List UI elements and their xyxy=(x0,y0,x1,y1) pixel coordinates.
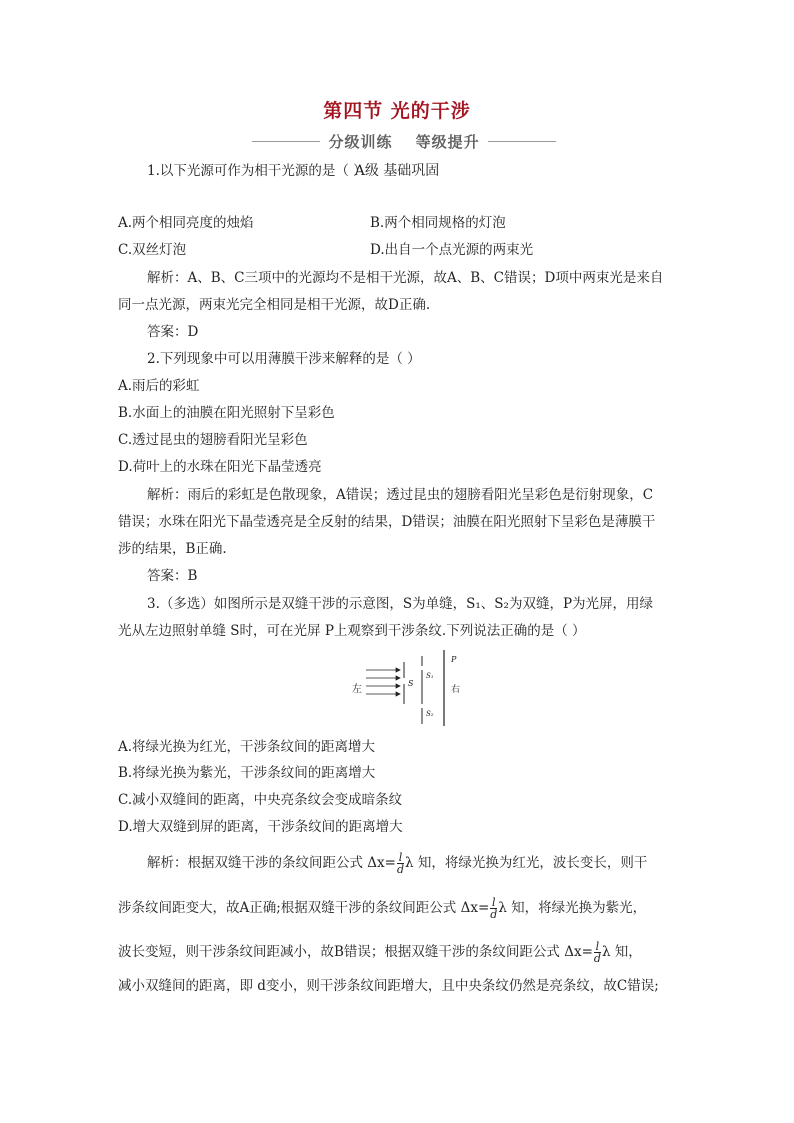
formula-fraction: $\frac{l}{d}$ xyxy=(490,896,498,921)
q1-option-b: B.两个相同规格的灯泡 xyxy=(370,215,506,231)
q2-option-b: B.水面上的油膜在阳光照射下呈彩色 xyxy=(118,405,335,421)
banner-right-text: 等级提升 xyxy=(415,132,480,151)
q1-analysis-line-1: 解析：A、B、C三项中的光源均不是相干光源，故A、B、C错误；D项中两束光是来自 xyxy=(147,270,664,286)
q1-option-a: A.两个相同亮度的烛焰 xyxy=(118,215,254,231)
q3-option-a: A.将绿光换为红光，干涉条纹间的距离增大 xyxy=(118,739,376,755)
diagram-p-label: P xyxy=(451,655,457,664)
diagram-s2-label: S₂ xyxy=(426,710,434,718)
diagram-s-label: S xyxy=(408,679,414,688)
q2-analysis-line-2: 错误；水珠在阳光下晶莹透亮是全反射的结果，D错误；油膜在阳光照射下呈彩色是薄膜干 xyxy=(118,514,656,530)
q1-option-d: D.出自一个点光源的两束光 xyxy=(370,242,534,258)
banner-rule-right xyxy=(488,141,556,142)
banner-rule-left xyxy=(252,141,320,142)
q1-analysis-line-2: 同一点光源，两束光完全相同是相干光源，故D正确. xyxy=(118,297,431,313)
diagram-left-label: 左 xyxy=(352,684,362,695)
q1-option-c: C.双丝灯泡 xyxy=(118,242,187,258)
banner-text xyxy=(320,131,487,152)
q2-option-a: A.雨后的彩虹 xyxy=(118,378,200,394)
q3-option-c: C.减小双缝间的距离，中央亮条纹会变成暗条纹 xyxy=(118,792,403,808)
q3-analysis-line-2: 涉条纹间距变大，故A正确;根据双缝干涉的条纹间距公式 Δx= $\frac{l}{d}$ λ 知，将绿光换为紫光， xyxy=(118,896,647,921)
q3-option-b: B.将绿光换为紫光，干涉条纹间的距离增大 xyxy=(118,765,376,781)
q1-stem: 1.以下光源可作为相干光源的是（ ） xyxy=(147,163,367,179)
incident-light-arrows xyxy=(366,668,400,696)
formula-fraction: $\frac{l}{d}$ xyxy=(396,851,405,876)
q2-option-c: C.透过昆虫的翅膀看阳光呈彩色 xyxy=(118,432,308,448)
level-heading: A级 基础巩固 xyxy=(354,163,440,179)
q1-answer: 答案：D xyxy=(147,324,199,340)
q2-analysis-line-1: 解析：雨后的彩虹是色散现象，A错误；透过昆虫的翅膀看阳光呈彩色是衍射现象，C xyxy=(147,487,654,503)
q3-analysis-line-3: 波长变短，则干涉条纹间距减小，故B错误；根据双缝干涉的条纹间距公式 Δx= $\frac{l}{d}$ λ 知， xyxy=(118,940,642,965)
q2-analysis-line-3: 涉的结果，B正确. xyxy=(118,541,227,557)
double-slit-diagram xyxy=(352,648,472,728)
q3-analysis-line-4: 减小双缝间的距离，即 d变小，则干涉条纹间距增大，且中央条纹仍然是亮条纹，故C错误; xyxy=(118,978,659,994)
section-banner xyxy=(252,130,556,152)
q3-analysis-line-1: 解析：根据双缝干涉的条纹间距公式 Δx= $\frac{l}{d}$ λ 知，将绿光换为红光，波长变长，则干 xyxy=(147,851,648,876)
q3-stem-line-1: 3.（多选）如图所示是双缝干涉的示意图，S为单缝，S₁、S₂为双缝，P为光屏，用绿 xyxy=(147,596,654,612)
diagram-s1-label: S₁ xyxy=(426,672,434,680)
diagram-right-label: 右 xyxy=(451,685,461,695)
q2-stem: 2.下列现象中可以用薄膜干涉来解释的是（ ） xyxy=(147,351,421,367)
page-title: 第四节 光的干涉 xyxy=(323,100,471,122)
q3-option-d: D.增大双缝到屏的距离，干涉条纹间的距离增大 xyxy=(118,819,403,835)
q2-answer: 答案：B xyxy=(147,568,198,584)
q2-option-d: D.荷叶上的水珠在阳光下晶莹透亮 xyxy=(118,459,322,475)
q3-stem-line-2: 光从左边照射单缝 S时，可在光屏 P上观察到干涉条纹.下列说法正确的是（ ） xyxy=(118,623,586,639)
formula-fraction: $\frac{l}{d}$ xyxy=(593,940,601,965)
banner-left-text: 分级训练 xyxy=(328,132,393,151)
